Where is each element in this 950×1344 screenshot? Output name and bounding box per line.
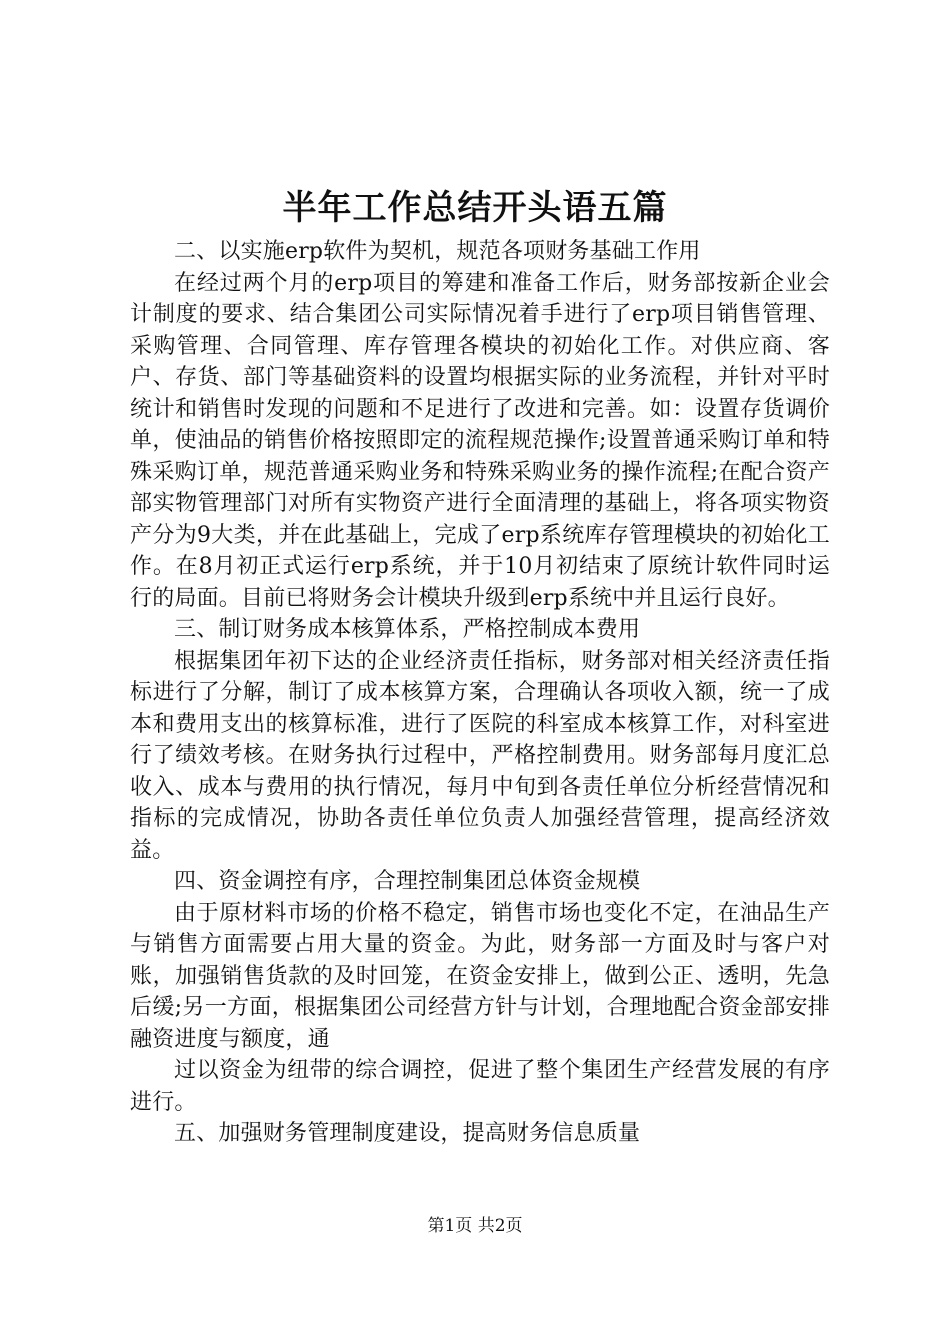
body-paragraph: 根据集团年初下达的企业经济责任指标，财务部对相关经济责任指标进行了分解，制订了成本核算方案，合理确认各项收入额，统一了成本和费用支出的核算标准，进行了医院的科室成本核算工作，对科室进行了绩效考核。在财务执行过程中，严格控制费用。财务部每月度汇总收入、成本与费用的执行情况，每月中旬到各责任单位分析经营情况和指标的完成情况，协助各责任单位负责人加强经营管理，提高经济效益。	[130, 648, 830, 863]
body-paragraph: 由于原材料市场的价格不稳定，销售市场也变化不定，在油品生产与销售方面需要占用大量的资金。为此，财务部一方面及时与客户对账，加强销售货款的及时回笼，在资金安排上，做到公正、透明，先急后缓;另一方面，根据集团公司经营方针与计划，合理地配合资金部安排融资进度与额度，通	[130, 900, 830, 1052]
document-title: 半年工作总结开头语五篇	[282, 188, 668, 228]
section-heading: 五、加强财务管理制度建设，提高财务信息质量	[174, 1121, 641, 1146]
body-paragraph: 在经过两个月的erp项目的筹建和准备工作后，财务部按新企业会计制度的要求、结合集团公司实际情况着手进行了erp项目销售管理、采购管理、合同管理、库存管理各模块的初始化工作。对供应商、客户、存货、部门等基础资料的设置均根据实际的业务流程，并针对平时统计和销售时发现的问题和不足进行了改进和完善。如：设置存货调价单，使油品的销售价格按照即定的流程规范操作;设置普通采购订单和特殊采购订单，规范普通采购业务和特殊采购业务的操作流程;在配合资产部实物管理部门对所有实物资产进行全面清理的基础上，将各项实物资产分为9大类，并在此基础上，完成了erp系统库存管理模块的初始化工作。在8月初正式运行erp系统，并于10月初结束了原统计软件同时运行的局面。目前已将财务会计模块升级到erp系统中并且运行良好。	[130, 270, 830, 611]
document-body	[130, 236, 830, 1150]
section-heading: 二、以实施erp软件为契机，规范各项财务基础工作用	[174, 239, 701, 264]
body-paragraph: 过以资金为纽带的综合调控，促进了整个集团生产经营发展的有序进行。	[130, 1058, 830, 1115]
section-heading: 四、资金调控有序，合理控制集团总体资金规模	[174, 869, 641, 894]
page-number-footer: 第1页 共2页	[427, 1216, 523, 1236]
section-heading: 三、制订财务成本核算体系，严格控制成本费用	[174, 617, 641, 642]
